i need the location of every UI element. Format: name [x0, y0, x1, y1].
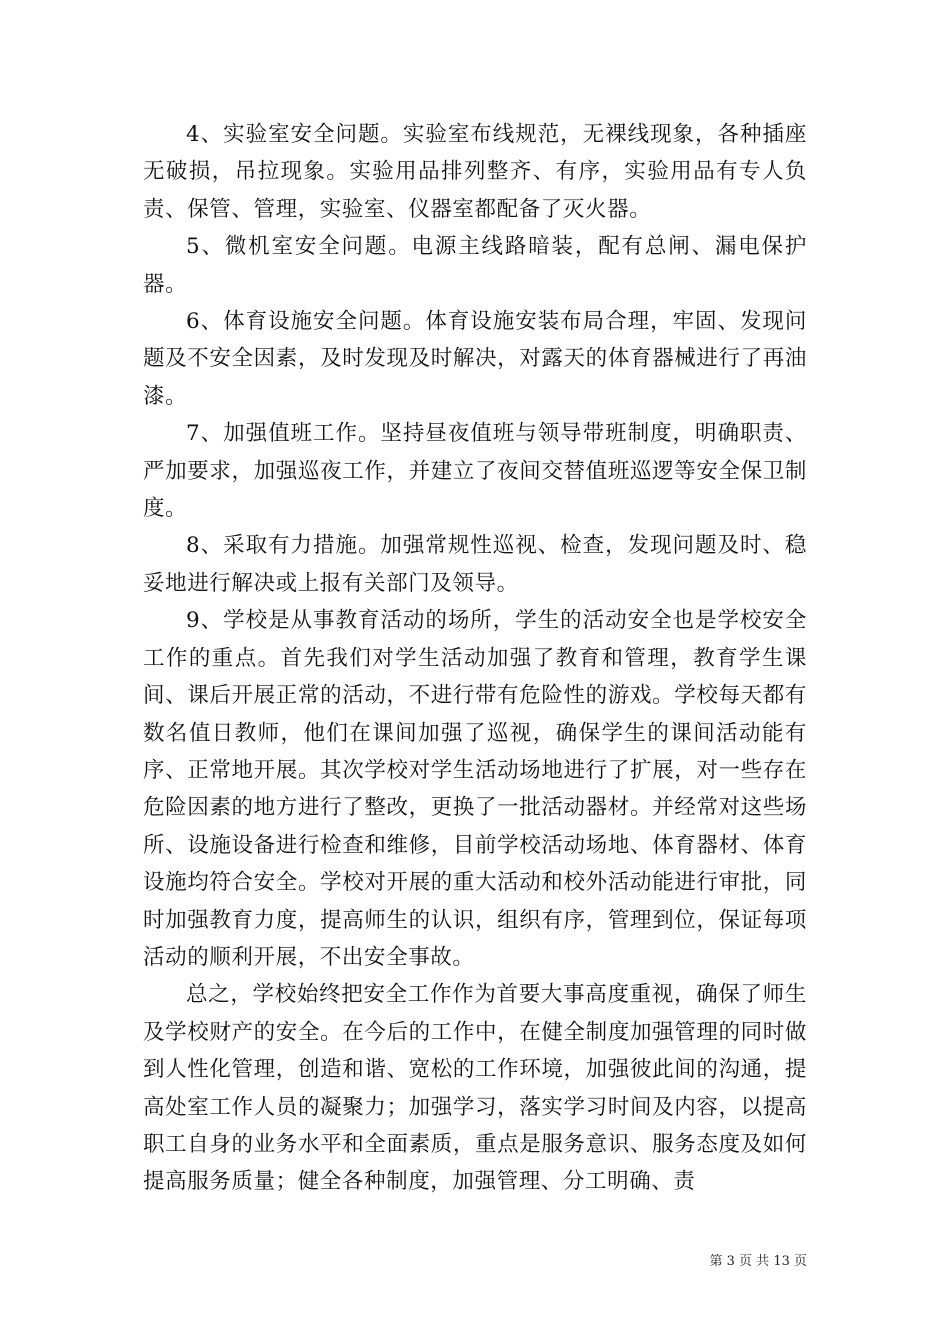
paragraph-summary: 总之，学校始终把安全工作作为首要大事高度重视，确保了师生及学校财产的安全。在今后的工作中，在健全制度加强管理的同时做到人性化管理，创造和谐、宽松的工作环境，加强彼此间的沟通，提高处室工作人员的凝聚力；加强学习，落实学习时间及内容，以提高职工自身的业务水平和全面素质，重点是服务意识、服务态度及如何提高服务质量；健全各种制度，加强管理、分工明确、责 — [143, 982, 807, 1195]
document-body — [143, 116, 807, 1201]
page-footer — [0, 1253, 950, 1271]
paragraph-measures: 8、采取有力措施。加强常规性巡视、检查，发现问题及时、稳妥地进行解决或上报有关部门及领导。 — [143, 533, 807, 596]
paragraph-computer-room-safety: 5、微机室安全问题。电源主线路暗装，配有总闸、漏电保护器。 — [143, 234, 807, 297]
paragraph-lab-safety: 4、实验室安全问题。实验室布线规范，无裸线现象，各种插座无破损，吊拉现象。实验用品排列整齐、有序，实验用品有专人负责、保管、管理，实验室、仪器室都配备了灭火器。 — [143, 122, 807, 222]
paragraph-sports-facility-safety: 6、体育设施安全问题。体育设施安装布局合理，牢固、发现问题及不安全因素，及时发现及时解决，对露天的体育器械进行了再油漆。 — [143, 309, 807, 409]
paragraph-duty-work: 7、加强值班工作。坚持昼夜值班与领导带班制度，明确职责、严加要求，加强巡夜工作，并建立了夜间交替值班巡逻等安全保卫制度。 — [143, 421, 807, 522]
paragraph-student-activity-safety: 9、学校是从事教育活动的场所，学生的活动安全也是学校安全工作的重点。首先我们对学生活动加强了教育和管理，教育学生课间、课后开展正常的活动，不进行带有危险性的游戏。学校每天都有数名值日教师，他们在课间加强了巡视，确保学生的课间活动能有序、正常地开展。其次学校对学生活动场地进行了扩展，对一些存在危险因素的地方进行了整改，更换了一批活动器材。并经常对这些场所、设施设备进行检查和维修，目前学校活动场地、体育器材、体育设施均符合安全。学校对开展的重大活动和校外活动能进行审批，同时加强教育力度，提高师生的认识，组织有序，管理到位，保证每项活动的顺利开展，不出安全事故。 — [143, 608, 807, 970]
page-number: 第 3 页 共 13 页 — [709, 1254, 807, 1269]
